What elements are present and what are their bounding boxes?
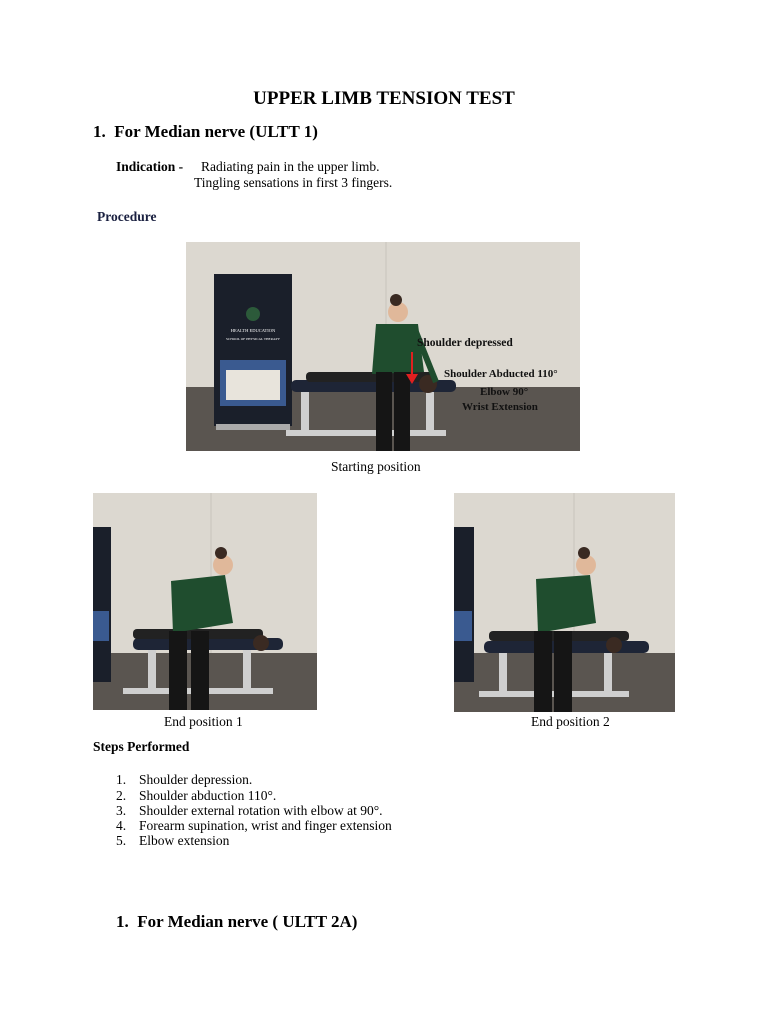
list-item (116, 772, 252, 788)
annotation-elbow: Elbow 90° (480, 386, 529, 398)
annotation-wrist-extension: Wrist Extension (462, 401, 538, 413)
step-text: Forearm supination, wrist and finger extension (139, 818, 392, 833)
section-heading-ultt1 (93, 122, 318, 142)
end-position-1-caption: End position 1 (164, 714, 243, 729)
end-position-2-illustration (454, 493, 675, 712)
list-item (116, 788, 276, 804)
end-position-2-caption: End position 2 (531, 714, 610, 729)
step-text: Shoulder external rotation with elbow at 90°. (139, 803, 383, 818)
starting-position-photo (186, 242, 580, 451)
end-position-1-illustration (93, 493, 317, 710)
section-number: 1. (116, 912, 129, 931)
section-heading-text: For Median nerve ( ULTT 2A) (137, 912, 358, 931)
steps-heading: Steps Performed (93, 739, 190, 754)
banner-text-1: HEALTH EDUCATION (230, 328, 276, 333)
indication-line-2: Tingling sensations in first 3 fingers. (194, 175, 393, 190)
banner-text-2: SCHOOL OF PHYSICAL THERAPY (225, 337, 281, 341)
end-position-2-photo (454, 493, 675, 712)
indication-line-1: Radiating pain in the upper limb. (201, 159, 380, 174)
step-number: 5. (116, 833, 127, 848)
step-number: 2. (116, 788, 127, 803)
step-text: Shoulder depression. (139, 772, 253, 787)
page-title: UPPER LIMB TENSION TEST (253, 88, 515, 109)
step-number: 3. (116, 803, 127, 818)
starting-position-illustration (186, 242, 580, 451)
starting-position-caption: Starting position (331, 459, 421, 474)
procedure-label: Procedure (97, 209, 157, 224)
end-position-1-photo (93, 493, 317, 710)
list-item (116, 833, 229, 849)
indication-label: Indication - (116, 159, 184, 174)
annotation-shoulder-depressed: Shoulder depressed (417, 337, 513, 349)
annotation-shoulder-abducted: Shoulder Abducted 110° (444, 368, 558, 380)
section-heading-text: For Median nerve (ULTT 1) (114, 122, 318, 141)
step-text: Elbow extension (139, 833, 230, 848)
step-number: 1. (116, 772, 127, 787)
step-number: 4. (116, 818, 127, 833)
list-item (116, 818, 392, 834)
step-text: Shoulder abduction 110°. (139, 788, 277, 803)
list-item (116, 803, 382, 819)
section-heading-ultt2a (116, 912, 357, 932)
section-number: 1. (93, 122, 106, 141)
